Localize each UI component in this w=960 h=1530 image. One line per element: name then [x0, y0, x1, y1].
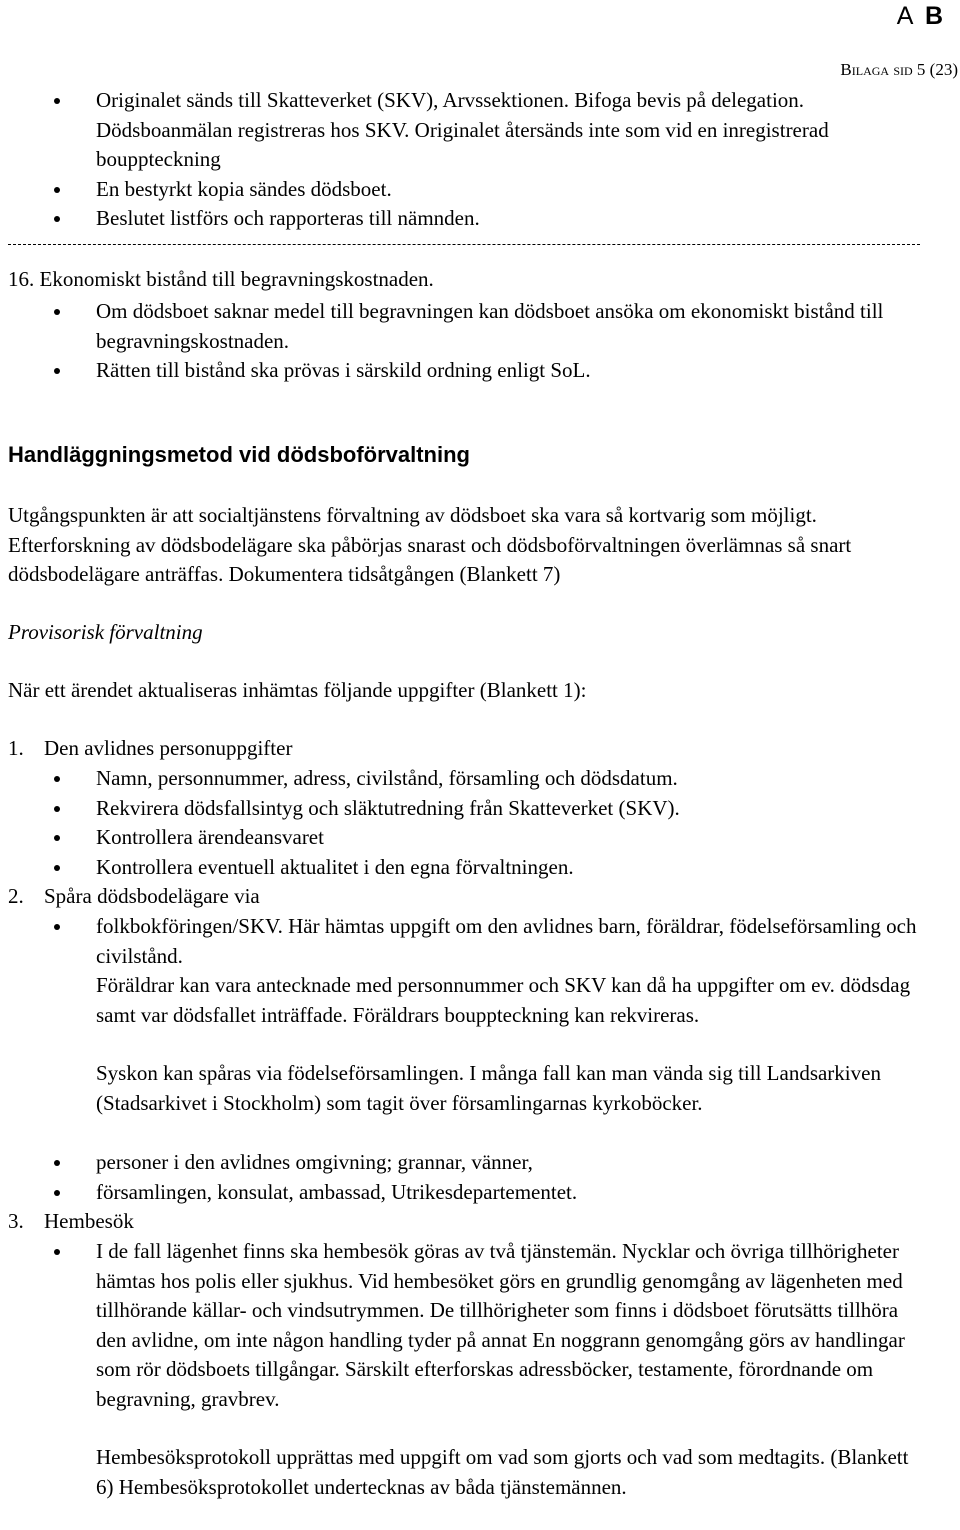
section-heading: Handläggningsmetod vid dödsboförvaltning	[8, 442, 470, 467]
list-item: personer i den avlidnes omgivning; grannar, vänner,	[96, 1150, 533, 1174]
intro-paragraph: Utgångspunkten är att socialtjänstens förvaltning av dödsboet ska vara så kortvarig som möjligt. Efterforskning av dödsbodelägare ska påbörjas snarast och dödsboförvaltningen överlämnas så snart dödsbodelägare anträffas. Dokumentera tidsåtgången (Blankett 7)	[8, 503, 852, 586]
list-item: församlingen, konsulat, ambassad, Utrikesdepartementet.	[96, 1180, 578, 1204]
lead-paragraph: När ett ärendet aktualiseras inhämtas följande uppgifter (Blankett 1):	[8, 678, 587, 702]
bullet-icon	[54, 1190, 60, 1196]
bullet-icon	[54, 1249, 60, 1255]
bullet-icon	[54, 187, 60, 193]
list-item: Kontrollera eventuell aktualitet i den egna förvaltningen.	[96, 855, 574, 879]
list-item: Rekvirera dödsfallsintyg och släktutredning från Skatteverket (SKV).	[96, 796, 680, 820]
bullet-icon	[54, 924, 60, 930]
corner-letter-a: A	[896, 2, 915, 30]
bullet-icon	[54, 216, 60, 222]
item-title: Spåra dödsbodelägare via	[44, 884, 260, 908]
bullet-icon	[54, 865, 60, 871]
bullet-icon	[54, 835, 60, 841]
list-item: Kontrollera ärendeansvaret	[96, 825, 324, 849]
subheading: Provisorisk förvaltning	[8, 620, 203, 644]
item-title: Hembesök	[44, 1209, 134, 1233]
list-item: Om dödsboet saknar medel till begravningen kan dödsboet ansöka om ekonomiskt bistånd till begravningskostnaden.	[96, 299, 884, 353]
list-item: I de fall lägenhet finns ska hembesök göras av två tjänstemän. Nycklar och övriga tillhörigheter hämtas hos polis eller sjukhus. Vid hembesöket görs en grundlig genomgång av lägenheten med tillhörande källar- och vindsutrymmen. De tillhörigheter som finns i dödsboet förutsätts tillhöra den avlidne, om inte någon handling tyder på annat En noggrann genomgång görs av handlingar som rör dödsboets tillgångar. Särskilt efterforskas adressböcker, testamente, förordnande om begravning, gravbrev.	[96, 1239, 905, 1411]
item-title: Den avlidnes personuppgifter	[44, 736, 293, 760]
bullet-icon	[54, 776, 60, 782]
header-corner-mark	[897, 2, 946, 31]
list-item-continuation: Hembesöksprotokoll upprättas med uppgift om vad som gjorts och vad som medtagits. (Blankett 6) Hembesöksprotokollet undertecknas av båda tjänstemännen.	[96, 1445, 909, 1499]
list-item: folkbokföringen/SKV. Här hämtas uppgift om den avlidnes barn, föräldrar, födelseförsamling och civilstånd.	[96, 914, 917, 968]
bullet-icon	[54, 98, 60, 104]
list-item-continuation: Föräldrar kan vara antecknade med personnummer och SKV kan då ha uppgifter om ev. dödsdag samt var dödsfallet inträffade. Föräldrars bouppteckning kan rekvireras.	[96, 973, 911, 1027]
item-number: 3.	[8, 1209, 24, 1233]
item-number: 1.	[8, 736, 24, 760]
list-item: Originalet sänds till Skatteverket (SKV), Arvssektionen. Bifoga bevis på delegation. Dödsboanmälan registreras hos SKV. Originalet återsänds inte som vid en inregistrerad bouppteckning	[96, 88, 829, 171]
section-title: 16. Ekonomiskt bistånd till begravningskostnaden.	[8, 267, 434, 291]
bullet-icon	[54, 806, 60, 812]
list-item: Beslutet listförs och rapporteras till nämnden.	[96, 206, 480, 230]
corner-letter-b: B	[924, 2, 946, 30]
list-item-continuation: Syskon kan spåras via födelseförsamlingen. I många fall kan man vända sig till Landsarkiven (Stadsarkivet i Stockholm) som tagit över församlingarnas kyrkoböcker.	[96, 1061, 881, 1115]
item-number: 2.	[8, 884, 24, 908]
bullet-icon	[54, 309, 60, 315]
bullet-icon	[54, 1160, 60, 1166]
list-item: Namn, personnummer, adress, civilstånd, församling och dödsdatum.	[96, 766, 678, 790]
page-reference: Bilaga sid 5 (23)	[840, 60, 958, 79]
list-item: Rätten till bistånd ska prövas i särskild ordning enligt SoL.	[96, 358, 591, 382]
dashed-divider	[8, 244, 920, 245]
bullet-icon	[54, 368, 60, 374]
list-item: En bestyrkt kopia sändes dödsboet.	[96, 177, 392, 201]
